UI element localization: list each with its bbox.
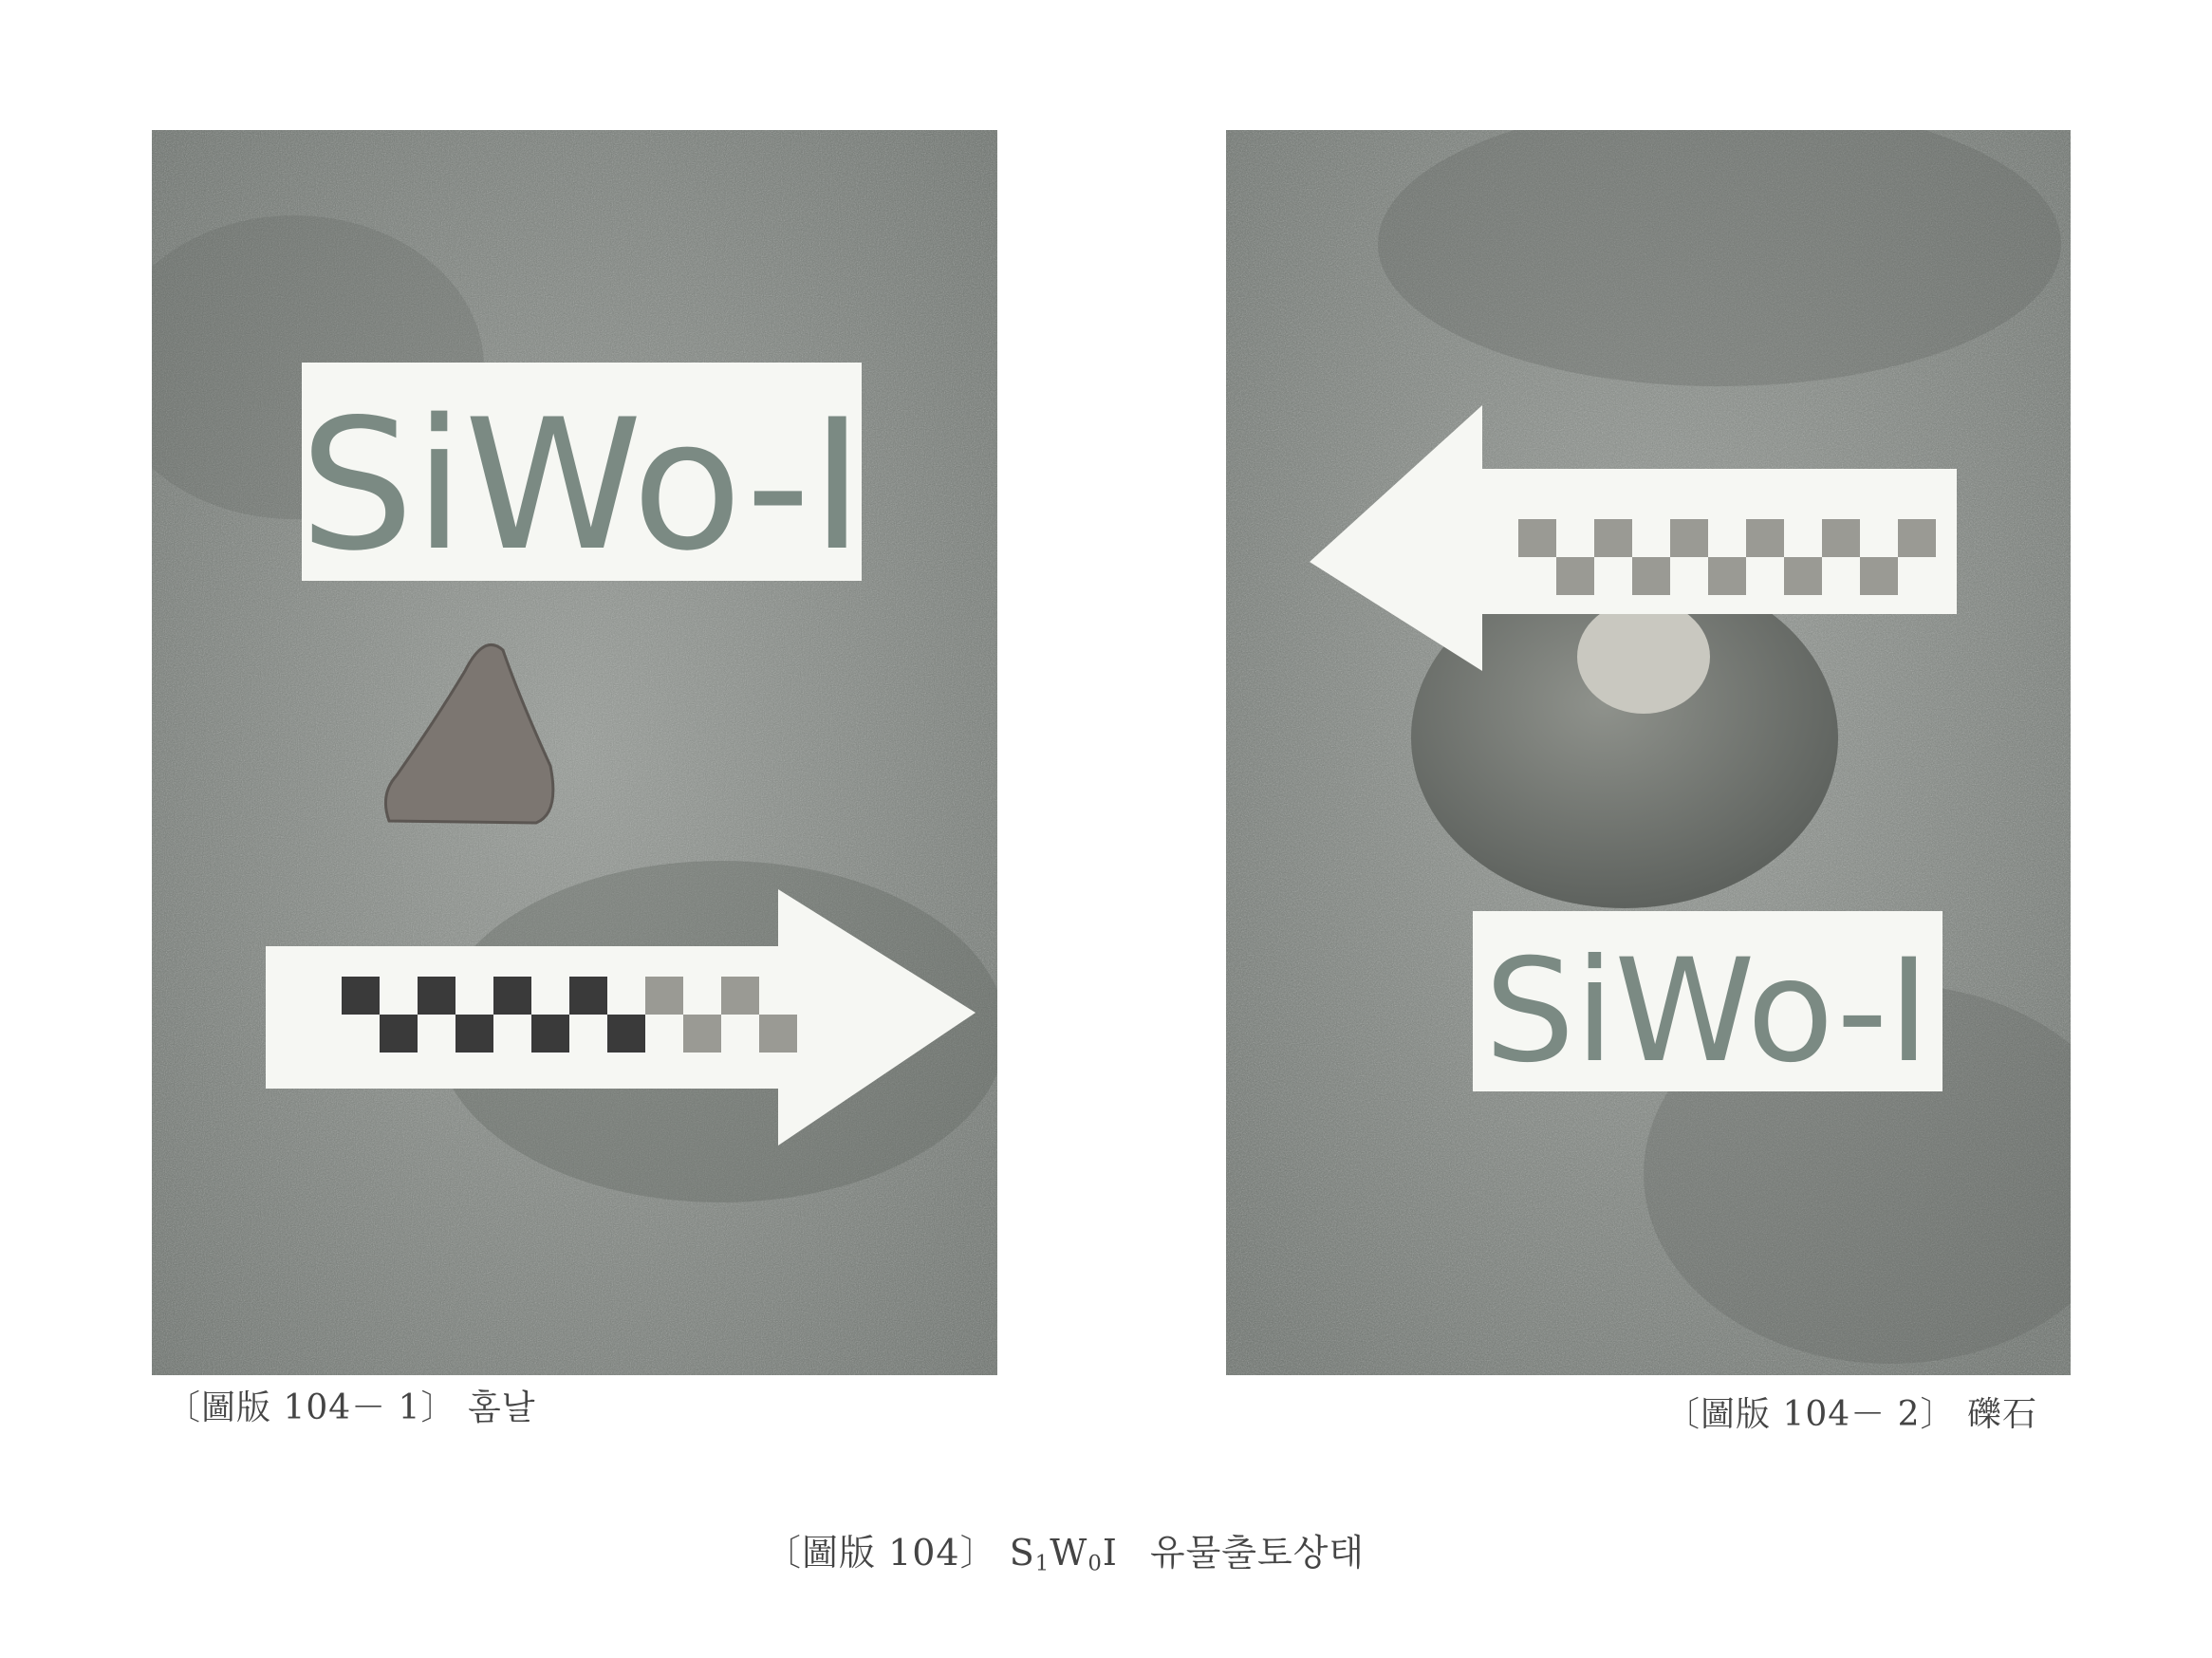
site-label-text: SiWo-I [1484, 929, 1930, 1094]
caption-name: 홈날 [467, 1388, 536, 1427]
stone-highlight [1577, 600, 1710, 714]
caption-plate-104-2 [1665, 1388, 2037, 1436]
site-code: $S_1W_0Ⅰ$ [1009, 1532, 1118, 1576]
plate-title [765, 1523, 1365, 1576]
caption-prefix: 〔圖版 104－ 2〕 [1665, 1395, 1956, 1434]
plate-title-description: 유물출토상태 [1149, 1532, 1366, 1574]
photo-right-image [1226, 130, 2071, 1375]
site-label-text: SiWo-I [299, 381, 864, 590]
photo-left-image [152, 130, 997, 1375]
caption-plate-104-1 [166, 1381, 536, 1429]
photo-right [1226, 130, 2071, 1375]
caption-prefix: 〔圖版 104－ 1〕 [166, 1388, 456, 1427]
caption-name: 礫石 [1966, 1395, 2037, 1434]
plate-title-prefix: 〔圖版 104〕 [765, 1532, 997, 1574]
photo-left [152, 130, 997, 1375]
